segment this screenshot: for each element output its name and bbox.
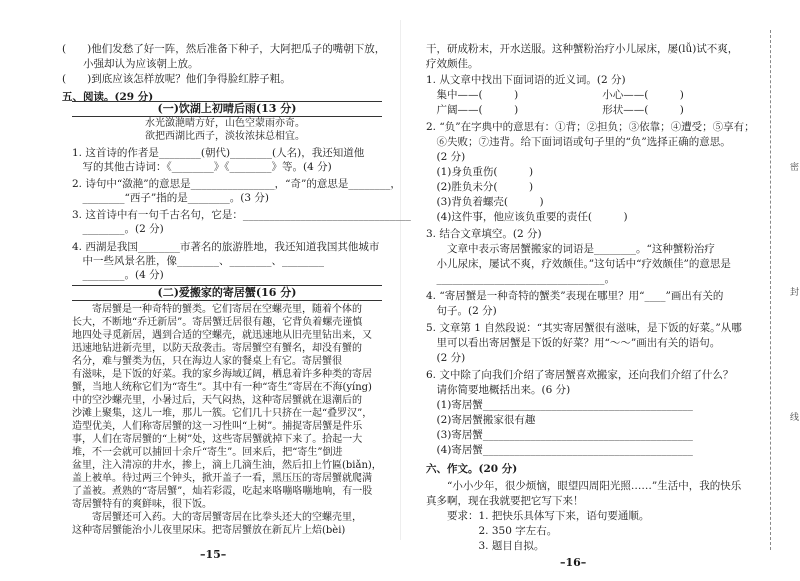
r-question: 1. 从文章中找出下面词语的近义词。(2 分) <box>426 74 626 86</box>
r-question: 里可以看出寄居蟹是下饭的好菜？用“～～”画出有关的语句。 <box>426 337 721 349</box>
essay-line: 2. 350 字左右。 <box>426 525 558 537</box>
passage-2-line: 事，人们在寄居蟹的“上树”处，这些寄居蟹就掉下来了。拾起一大 <box>72 434 363 445</box>
r-question: (3)背负着螺壳( ) <box>426 196 544 208</box>
passage-2-line: 堆，不一会就可以捕回十余斤“寄生”。回来后，把“寄生”倒进 <box>72 447 343 458</box>
passage-2-line: 长大，不断地“乔迁新居”。寄居蟹迁居很有趣，它背负着螺壳谨慎 <box>72 317 363 328</box>
passage-2-line: 地四处寻觅新居，遇到合适的空螺壳，就迅速地从旧壳里钻出来，又 <box>72 330 372 341</box>
passage-2-line: 造型优美，人们称寄居蟹的这一习性叫“上树”。捕捉寄居蟹是件乐 <box>72 421 363 432</box>
r-question: 集中——( ) 小心——( ) <box>426 89 684 101</box>
passage-2-line: 迅速地钻进新壳里，以防天敌袭击。寄居蟹空有蟹名，却没有蟹的 <box>72 343 362 354</box>
p1-question: 4. 西湖是我国________市著名的旅游胜地，我还知道我国其他城市 <box>72 241 380 253</box>
poem-line-2: 欲把西湖比西子，淡妆浓抹总相宜。 <box>145 131 305 142</box>
essay-line: 真多啊，现在我就要把它写下来！ <box>426 495 584 507</box>
essay-line: 要求：1. 把快乐具体写下来，语句要通顺。 <box>426 510 650 522</box>
poem-line-1: 水光潋滟晴方好，山色空蒙雨亦奇。 <box>145 118 305 129</box>
r-question: ⑥失败；⑦违背。给下面词语或句子里的“负”选择正确的意思。 <box>426 136 731 148</box>
spine-label-mi: 密 <box>790 163 800 173</box>
r-question: 5. 文章第 1 自然段说：“其实寄居蟹很有滋味，是下饭的好菜。”从哪 <box>426 322 742 334</box>
passage-1-title: (一)饮湖上初晴后雨(13 分) <box>72 101 382 117</box>
essay-line: 3. 题目自拟。 <box>426 540 545 552</box>
p1-question: 中一些风景名胜，像________、________、________ <box>72 255 324 267</box>
continued-line-1: 干，研成粉末，开水送服。这种蟹粉治疗小儿尿床，屡(lǚ)试不爽， <box>426 43 739 55</box>
r-question: (2)寄居蟹搬家很有趣 <box>426 414 536 426</box>
passage-2-line: 沙滩上聚集，这儿一堆，那儿一簇。它们几十只挤在一起“叠罗汉”， <box>72 408 373 419</box>
top-line-3: ( )到底应该怎样放呢？他们争得脸红脖子粗。 <box>62 73 291 85</box>
right-page <box>400 0 800 581</box>
passage-2-line: 寄居蟹特有的爽鲜味，很下饭。 <box>72 499 212 510</box>
r-question: (1)寄居蟹________________________________________ <box>426 399 693 411</box>
passage-2-line: 寄居蟹是一种奇特的蟹类。它们寄居在空螺壳里，随着个体的 <box>72 304 362 315</box>
top-line-2: 小强却认为应该朝上放。 <box>62 58 199 70</box>
r-question: 文章中表示寄居蟹搬家的词语是________。“这种蟹粉治疗 <box>426 243 715 255</box>
r-question: (1)身负重伤( ) <box>426 166 534 178</box>
r-question: 句子。(2 分) <box>426 305 497 317</box>
r-question: (2 分) <box>426 352 466 364</box>
passage-2-line: 有滋味，是下饭的好菜。我的家乡海域辽阔，栖息着许多种类的寄居 <box>72 369 372 380</box>
p1-question: 3. 这首诗中有一句千古名句，它是：________________________________ <box>72 209 411 221</box>
page-number-16: –16– <box>560 556 587 569</box>
p1-question: ________。(2 分) <box>72 223 164 235</box>
passage-2-line: 蟹，当地人统称它们为“寄生”。其中有一种“寄生”寄居在不海(yíng) <box>72 382 372 393</box>
r-question: 4. “寄居蟹是一种奇特的蟹类”表现在哪里？用“____”画出有关的 <box>426 290 724 302</box>
section-6-heading: 六、作文。(20 分) <box>426 463 518 475</box>
r-question: 广阔——( ) 形状——( ) <box>426 104 684 116</box>
essay-line: “小小少年，很少烦恼，眼望四周阳光照……”生活中，我的快乐 <box>426 480 742 492</box>
r-question: 6. 文中除了向我们介绍了寄居蟹喜欢搬家，还向我们介绍了什么？ <box>426 369 734 381</box>
passage-2-line: 盆里，注入清凉的井水，掺上，滴上几滴生油，然后扣上竹匾(biǎn)， <box>72 460 382 471</box>
r-question: (2)胜负未分( ) <box>426 181 534 193</box>
passage-2-line: 了盖被。煮熟的“寄居蟹”，灿若彩霞，吃起来咯嘣咯嘣地响，有一股 <box>72 486 373 497</box>
p1-question: ________“西子”指的是________。(3 分) <box>72 192 269 204</box>
p1-question: 写的其他古诗词：《________》《________》等。(4 分) <box>72 161 332 173</box>
r-question: 3. 结合文章填空。(2 分) <box>426 228 542 240</box>
passage-2-line: 寄居蟹还可入药。大的寄居蟹寄居在比拳头还大的空螺壳里， <box>72 512 362 523</box>
passage-2-line: 中的空沙螺壳里，小暑过后，天气闷热，这种寄居蟹就在退潮后的 <box>72 395 362 406</box>
passage-2-line: 这种寄居蟹能治小儿夜里尿床。把寄居蟹放在新瓦片上焙(bèi) <box>72 525 346 536</box>
spine-label-feng: 封 <box>790 288 800 298</box>
passage-2-line: 名分，难与蟹类为伍，只在海边人家的餐桌上有它。寄居蟹很 <box>72 356 342 367</box>
section-5-heading: 五、阅读。(29 分) <box>62 91 154 103</box>
p1-question: ________。(4 分) <box>72 269 164 281</box>
r-question: (3)寄居蟹________________________________________ <box>426 429 693 441</box>
r-question: 2. “负”在字典中的意思有：①背；②担负；③依靠；④遭受；⑤享有； <box>426 121 755 133</box>
p1-question: 2. 诗句中“潋滟”的意思是________________，“奇”的意思是________， <box>72 178 401 190</box>
r-question: (4)寄居蟹________________________________________ <box>426 444 693 456</box>
r-question: 请你简要地概括出来。(6 分) <box>426 384 571 396</box>
r-question: 小儿尿床，屡试不爽，疗效颇佳。”这句话中“疗效颇佳”的意思是 <box>426 258 731 270</box>
r-question: ________________________________。 <box>426 273 615 285</box>
p1-question: 1. 这首诗的作者是________(朝代)________(人名)，我还知道他 <box>72 147 365 159</box>
r-question: (2 分) <box>426 151 466 163</box>
passage-2-title: (二)爱搬家的寄居蟹(16 分) <box>72 285 382 301</box>
top-line-1: ( )他们发愁了好一阵，然后准备下种子，大阿把瓜子的嘴朝下放， <box>62 43 386 55</box>
continued-line-2: 疗效颇佳。 <box>426 58 479 70</box>
spine-label-xian: 线 <box>790 413 800 423</box>
r-question: (4)这件事，他应该负重要的责任( ) <box>426 211 628 223</box>
page-number-15: –15– <box>200 548 227 561</box>
passage-2-line: 盖上被单。待过两三个钟头，掀开盖子一看，黑压压的寄居蟹就爬满 <box>72 473 372 484</box>
